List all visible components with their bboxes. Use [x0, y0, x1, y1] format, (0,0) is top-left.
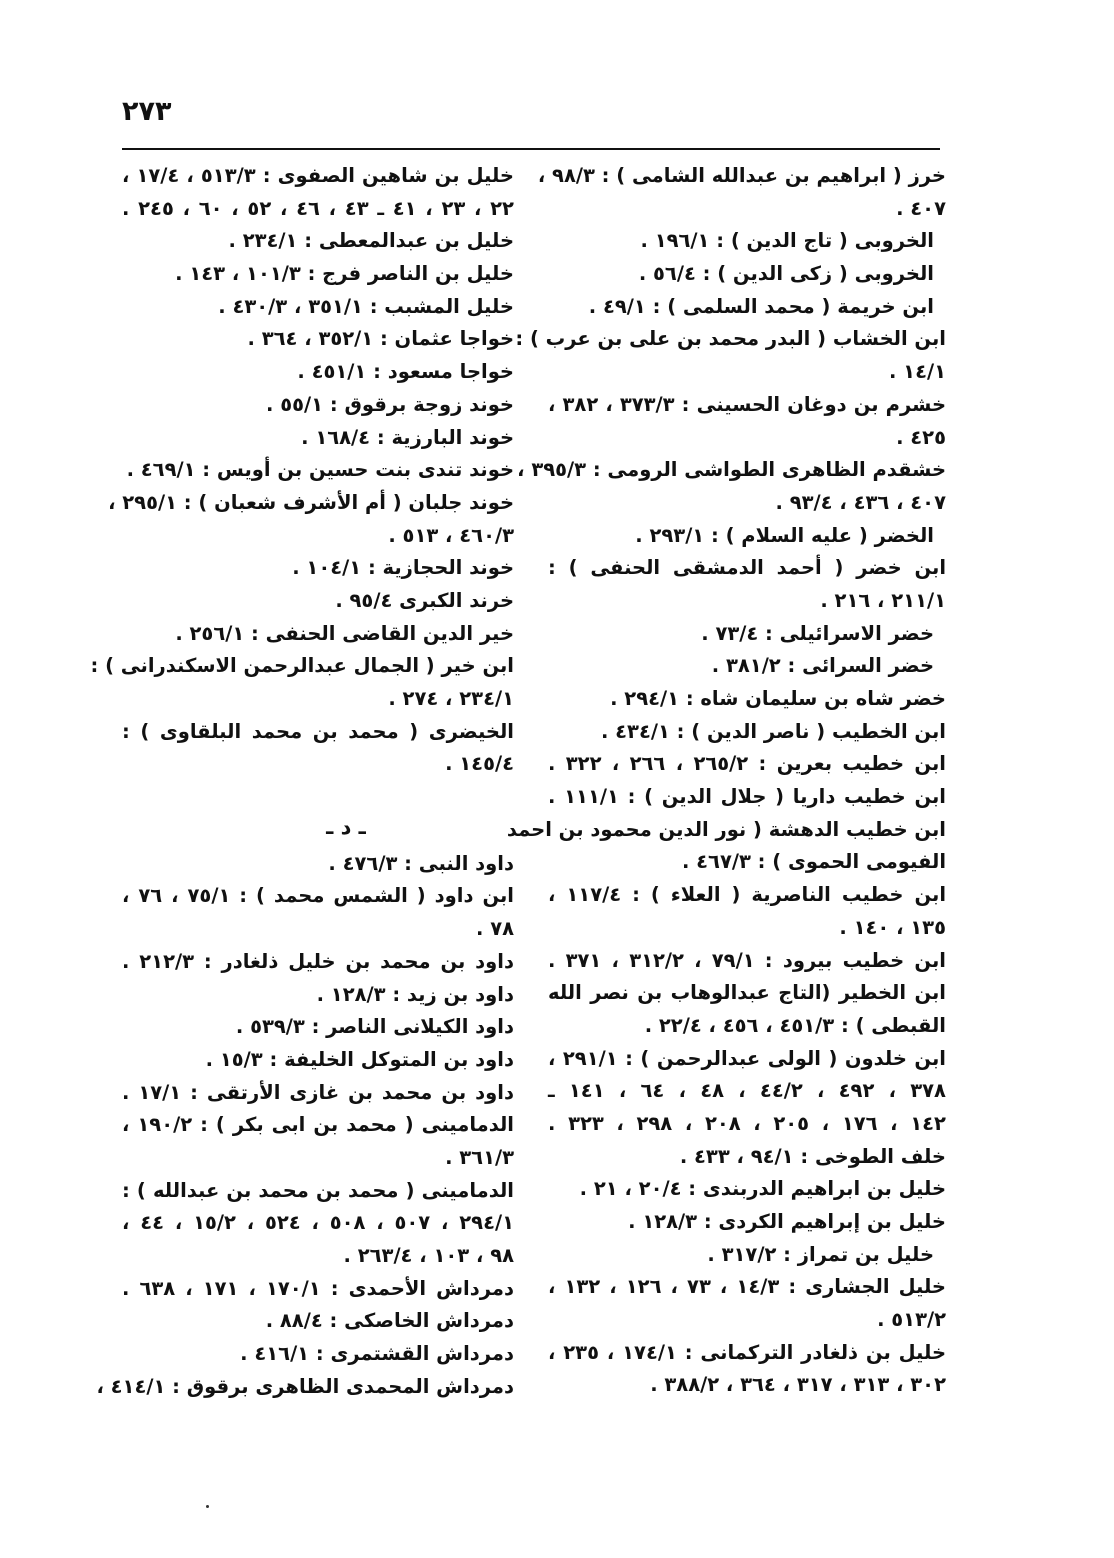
index-entry-line: ابن خريمة ( محمد السلمى ) : ٤٩/١ . [588, 294, 934, 318]
index-entry-line: خليل بن الناصر فرج : ١٠١/٣ ، ١٤٣ . [175, 262, 514, 286]
index-entry-line: داود بن محمد بن خليل ذلغادر : ٢١٢/٣ . [122, 949, 514, 973]
index-entry-line: دمرداش الأحمدى : ١٧٠/١ ، ١٧١ ، ٦٣٨ . [122, 1276, 514, 1300]
index-entry-line: ٤٦٠/٣ ، ٥١٣ . [388, 523, 514, 547]
index-entry-line: داود بن محمد بن غازى الأرتقى : ١٧/١ . [122, 1080, 514, 1104]
index-entry-line: خوند البارزية : ١٦٨/٤ . [301, 425, 514, 449]
index-entry-line: ٢١١/١ ، ٢١٦ . [820, 588, 946, 612]
index-entry-line: ٧٨ . [475, 917, 514, 941]
index-entry-line: خشرم بن دوغان الحسينى : ٣٧٣/٣ ، ٣٨٢ ، [548, 392, 946, 416]
index-entry-line: ٢٩٤/١ ، ٥٠٧ ، ٥٠٨ ، ٥٢٤ ، ١٥/٢ ، ٤٤ ، [122, 1211, 514, 1235]
index-entry-line: خرز ( ابراهيم بن عبدالله الشامى ) : ٩٨/٣ ، [537, 164, 946, 187]
index-entry-line: داود الكيلانى الناصر : ٥٣٩/٣ . [235, 1015, 514, 1039]
index-entry-line: ابن خطيب بيرود : ٧٩/١ ، ٣١٢/٢ ، ٣٧١ . [548, 948, 946, 972]
index-entry-line: خوند جلبان ( أم الأشرف شعبان ) : ٢٩٥/١ ، [108, 490, 514, 514]
index-entry-line: الفيومى الحموى ) : ٤٦٧/٣ . [681, 850, 946, 874]
index-entry-line: ١٣٥ ، ١٤٠ . [839, 915, 946, 939]
index-entry-line: خوند تندى بنت حسين بن أويس : ٤٦٩/١ . [126, 458, 514, 482]
index-entry-line: ٤٢٥ . [896, 425, 946, 449]
index-entry-line: داود بن المتوكل الخليفة : ١٥/٣ . [205, 1047, 514, 1071]
index-entry-line: ٢٣٤/١ ، ٢٧٤ . [388, 687, 514, 710]
scan-speck [206, 1505, 209, 1508]
index-entry-line: خير الدين القاضى الحنفى : ٢٥٦/١ . [175, 621, 514, 645]
index-entries-kha [90, 160, 514, 781]
index-entry-line: خرند الكبرى ٩٥/٤ . [335, 588, 514, 612]
index-entry-line: خضر السرائى : ٣٨١/٢ . [711, 654, 934, 678]
index-entry-line: ٢٢ ، ٢٣ ، ٤١ ـ ٤٣ ، ٤٦ ، ٥٢ ، ٦٠ ، ٢٤٥ . [122, 196, 514, 220]
index-entry-line: خليل المشبب : ٣٥١/١ ، ٤٣٠/٣ . [218, 294, 514, 318]
index-entry-line: ٤٠٧ . [896, 196, 946, 220]
index-entry-line: ابن خطيب بعرين : ٢٦٥/٢ ، ٢٦٦ ، ٣٢٢ . [548, 752, 946, 776]
index-entry-line: ابن خضر ( أحمد الدمشقى الحنفى ) : [548, 556, 946, 580]
index-entry-line: الخضر ( عليه السلام ) : ٢٩٣/١ . [635, 523, 934, 547]
index-entry-line: خليل بن شاهين الصفوى : ٥١٣/٣ ، ١٧/٤ ، [122, 164, 514, 187]
index-entry-line: خليل بن تمراز : ٣١٧/٢ . [707, 1242, 934, 1266]
index-entry-line: خشقدم الظاهرى الطواشى الرومى : ٣٩٥/٣ ، [517, 458, 946, 482]
index-entry-line: خليل بن ذلغادر التركمانى : ١٧٤/١ ، ٢٣٥ ، [548, 1340, 947, 1364]
index-entry-line: خضر شاه بن سليمان شاه : ٢٩٤/١ . [610, 687, 946, 710]
page-number: ٢٧٣ [122, 96, 172, 127]
index-entries-dal [96, 848, 514, 1404]
index-column-right [506, 160, 947, 1402]
index-entry-line: ابن الخشاب ( البدر محمد بن على بن عرب ) : [515, 327, 946, 351]
index-entry-line: ٥١٣/٢ . [877, 1308, 946, 1332]
index-entry-line: خواجا عثمان : ٣٥٢/١ ، ٣٦٤ . [247, 327, 514, 351]
index-entry-line: ٣٧٨ ، ٤٩٢ ، ٤٤/٢ ، ٤٨ ، ٦٤ ، ١٤١ ـ [548, 1079, 946, 1103]
index-entry-line: خليل بن عبدالمعطى : ٢٣٤/١ . [228, 229, 514, 253]
index-entry-line: ٩٨ ، ١٠٣ ، ٢٦٣/٤ . [343, 1244, 514, 1268]
index-entry-line: دمرداش القشتمرى : ٤١٦/١ . [240, 1342, 514, 1366]
index-entry-line: ٤٠٧ ، ٤٣٦ ، ٩٣/٤ . [775, 490, 946, 514]
index-entry-line: ١٤/١ . [888, 360, 946, 384]
index-column-left [90, 160, 514, 1403]
index-entry-line: داود النبى : ٤٧٦/٣ . [328, 851, 514, 875]
index-entry-line: القبطى ) : ٤٥١/٣ ، ٤٥٦ ، ٢٢/٤ . [644, 1013, 946, 1037]
index-entry-line: ابن خطيب الدهشة ( نور الدين محمود بن احمد [506, 817, 946, 841]
index-entry-line: ابن خير ( الجمال عبدالرحمن الاسكندرانى ) : [90, 654, 514, 678]
index-entry-line: الدمامينى ( محمد بن محمد بن عبدالله ) : [122, 1178, 514, 1202]
index-entry-line: ابن خلدون ( الولى عبدالرحمن ) : ٢٩١/١ ، [548, 1046, 946, 1070]
index-entry-line: خوند الحجازية : ١٠٤/١ . [292, 556, 514, 580]
index-entry-line: دمرداش الخاصكى : ٨٨/٤ . [265, 1309, 514, 1333]
index-entry-line: ٣٠٢ ، ٣١٣ ، ٣١٧ ، ٣٦٤ ، ٣٨٨/٢ . [650, 1373, 946, 1397]
index-entry-line: داود بن زيد : ١٢٨/٣ . [316, 982, 514, 1006]
index-entry-line: خواجا مسعود : ٤٥١/١ . [297, 360, 514, 384]
index-entry-line: ١٤٢ ، ١٧٦ ، ٢٠٥ ، ٢٠٨ ، ٢٩٨ ، ٣٢٣ . [548, 1111, 946, 1135]
index-entry-line: الخروبى ( تاج الدين ) : ١٩٦/١ . [640, 229, 934, 253]
index-entry-line: الدمامينى ( محمد بن ابى بكر ) : ١٩٠/٢ ، [122, 1113, 514, 1137]
index-entry-line: خليل الجشارى : ١٤/٣ ، ٧٣ ، ١٢٦ ، ١٣٢ ، [548, 1275, 946, 1299]
index-entry-line: الخيضرى ( محمد بن محمد البلقاوى ) : [122, 719, 514, 743]
section-heading-dal: ـ د ـ [326, 815, 366, 840]
index-entry-line: خليل بن إبراهيم الكردى : ١٢٨/٣ . [628, 1210, 946, 1233]
index-entry-line: خليل بن ابراهيم الدربندى : ٢٠/٤ ، ٢١ . [579, 1177, 946, 1201]
index-entry-line: ابن الخطير (التاج عبدالوهاب بن نصر الله [548, 981, 946, 1005]
index-entry-line: خضر الاسرائيلى : ٧٣/٤ . [701, 621, 934, 645]
index-entry-line: خوند زوجة برقوق : ٥٥/١ . [266, 392, 514, 416]
header-rule [122, 148, 940, 150]
index-entry-line: ابن خطيب الناصرية ( العلاء ) : ١١٧/٤ ، [548, 883, 946, 907]
index-entry-line: ١٤٥/٤ . [445, 752, 514, 776]
index-entry-line: ابن الخطيب ( ناصر الدين ) : ٤٣٤/١ . [600, 719, 946, 743]
index-entry-line: ابن داود ( الشمس محمد ) : ٧٥/١ ، ٧٦ ، [122, 884, 514, 908]
index-entry-line: ابن خطيب داريا ( جلال الدين ) : ١١١/١ . [548, 785, 946, 809]
index-entry-line: الخروبى ( زكى الدين ) : ٥٦/٤ . [638, 262, 934, 286]
index-entry-line: خلف الطوخى : ٩٤/١ ، ٤٣٣ . [679, 1144, 946, 1168]
index-entry-line: ٣٦١/٣ . [445, 1145, 514, 1169]
index-entry-line: دمرداش المحمدى الظاهرى برقوق : ٤١٤/١ ، [96, 1374, 514, 1398]
